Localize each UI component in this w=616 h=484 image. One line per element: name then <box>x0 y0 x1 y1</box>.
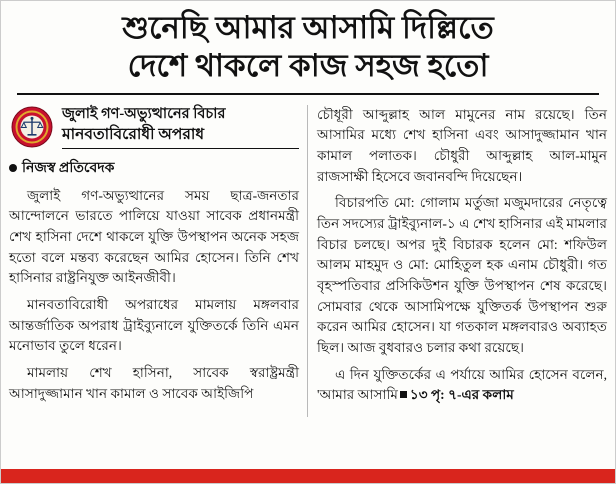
headline-line-2: দেশে থাকলে কাজ সহজ হতো <box>127 47 489 83</box>
bullet-icon <box>9 164 17 172</box>
section-kicker <box>9 105 299 149</box>
paragraph: মানবতাবিরোধী অপরাধের মামলায় মঙ্গলবার আন্তর্জাতিক অপরাধ ট্রাইব্যুনালে যুক্তিতর্কে তিনি এমন মনোভাব তুলে ধরেন। <box>9 296 299 354</box>
kicker-line-2: মানবতাবিরোধী অপরাধ <box>62 126 205 144</box>
headline-line-1: শুনেছি আমার আসামি দিল্লিতে <box>122 10 494 45</box>
byline-label: নিজস্ব প্রতিবেদক <box>22 160 115 176</box>
jump-reference: ১৩ পৃ: ৭-এর কলাম <box>409 387 514 403</box>
tribunal-emblem-icon <box>9 106 55 148</box>
page-title <box>11 9 605 85</box>
headline-divider <box>17 93 599 95</box>
headline-block <box>1 1 615 99</box>
paragraph: জুলাই গণ-অভ্যুত্থানের সময় ছাত্র-জনতার আন্দোলনে ভারতে পালিয়ে যাওয়া সাবেক প্রধানমন্ত্রী শেখ হাসিনা দেশে থাকলে যুক্তি উপস্থাপন অনেক সহজ হতো বলে মন্তব্য করেছেন আমির হোসেন। তিনি শেখ হাসিনার রাষ্ট্রনিযুক্ত আইনজীবী। <box>9 187 299 286</box>
square-bullet-icon <box>400 391 407 398</box>
paragraph-with-jump <box>317 365 607 406</box>
paragraph-text: এ দিন যুক্তিতর্কের এ পর্যায়ে আমির হোসেন বলেন, 'আমার আসামি <box>317 366 607 403</box>
left-column <box>9 105 308 417</box>
kicker-line-1: জুলাই গণ-অভ্যুত্থানের বিচার <box>62 105 226 122</box>
footer-color-band <box>1 469 615 483</box>
kicker-underline <box>62 148 299 149</box>
right-column <box>308 105 607 417</box>
kicker-text <box>62 105 299 149</box>
paragraph: বিচারপতি মো: গোলাম মর্তুজা মজুমদারের নেতৃত্বে তিন সদস্যের ট্রাইব্যুনাল-১ এ শেখ হাসিনার এই মামলার বিচার চলছে। অপর দুই বিচারক হলেন মো: শফিউল আলম মাহমুদ ও মো: মোহিতুল হক এনাম চৌধুরী। গত বৃহস্পতিবার প্রসিকিউশন যুক্তি উপস্থাপন শেষ করেছে। সোমবার থেকে আসামিপক্ষে যুক্তিতর্ক উপস্থাপন শুরু করেন আমির হোসেন। যা গতকাল মঙ্গলবারও অব্যাহত ছিল। আজ বুধবারও চলার কথা রয়েছে। <box>317 195 607 355</box>
byline <box>9 156 299 180</box>
article-body <box>1 99 615 423</box>
paragraph: চৌধূরী আব্দুল্লাহ আল মামুনের নাম রয়েছে। তিন আসামির মধ্যে শেখ হাসিনা এবং আসাদুজ্জামান খান কামাল পলাতক। চৌধুরী আব্দুল্লাহ আল-মামুন রাজসাক্ষী হিসেবে জবানবন্দি দিয়েছেন। <box>317 106 607 184</box>
paragraph: মামলায় শেখ হাসিনা, সাবেক স্বরাষ্ট্রমন্ত্রী আসাদুজ্জামান খান কামাল ও সাবেক আইজিপি <box>9 364 299 401</box>
